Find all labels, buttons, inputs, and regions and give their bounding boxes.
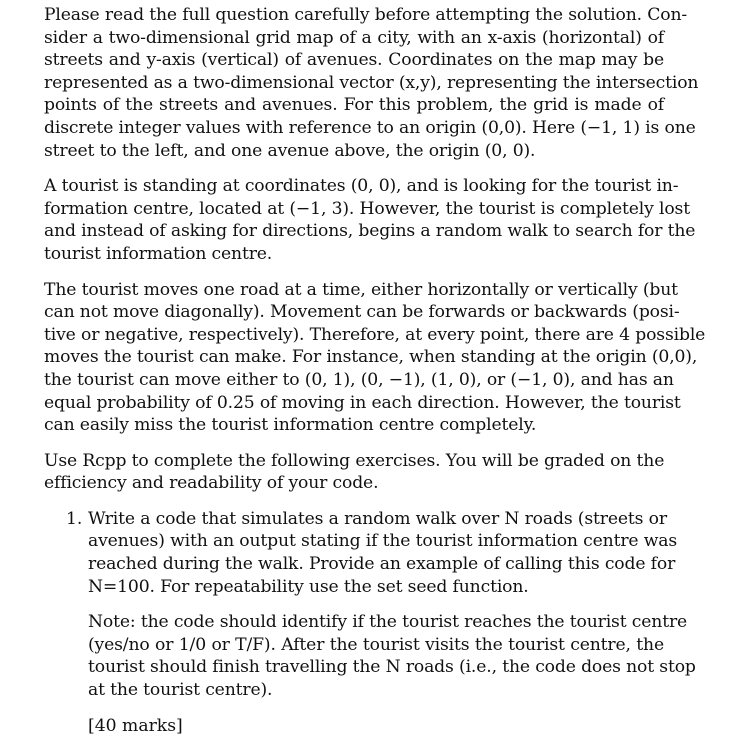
text-line: represented as a two-dimensional vector (x,y), representing the intersection: [44, 72, 699, 93]
text-line: can not move diagonally). Movement can be forwards or backwards (posi-: [44, 302, 680, 323]
text-line: tourist information centre.: [44, 243, 273, 264]
text-line: Write a code that simulates a random walk over N roads (streets or: [88, 508, 667, 529]
text-line: Note: the code should identify if the tourist reaches the tourist centre: [88, 612, 688, 633]
text-line: reached during the walk. Provide an example of calling this code for: [88, 554, 676, 575]
text-line: sider a two-dimensional grid map of a city, with an x-axis (horizontal) of: [44, 27, 664, 48]
text-line: (yes/no or 1/0 or T/F). After the tourist visits the tourist centre, the: [88, 634, 664, 655]
text-line: tourist should finish travelling the N roads (i.e., the code does not stop: [88, 657, 696, 678]
text-line: the tourist can move either to (0, 1), (0, −1), (1, 0), or (−1, 0), and has an: [44, 369, 674, 390]
instructions-paragraph: [44, 450, 664, 495]
text-line: efficiency and readability of your code.: [44, 473, 379, 494]
text-line: tive or negative, respectively). Therefore, at every point, there are 4 possible: [44, 324, 706, 345]
text-line: A tourist is standing at coordinates (0, 0), and is looking for the tourist in-: [44, 176, 679, 197]
list-item-number: 1.: [66, 508, 83, 529]
text-line: moves the tourist can make. For instance, when standing at the origin (0,0),: [44, 347, 698, 368]
list-item: [44, 508, 696, 737]
document-page: [44, 4, 706, 737]
text-line: at the tourist centre).: [88, 680, 273, 701]
text-line: discrete integer values with reference to an origin (0,0). Here (−1, 1) is one: [44, 117, 696, 138]
text-line: streets and y-axis (vertical) of avenues. Coordinates on the map may be: [44, 50, 664, 71]
exercise-list: [44, 508, 696, 737]
tourist-paragraph: [44, 175, 696, 265]
note-paragraph: [88, 611, 696, 701]
text-line: and instead of asking for directions, begins a random walk to search for the: [44, 221, 696, 242]
text-line: The tourist moves one road at a time, either horizontally or vertically (but: [44, 279, 678, 300]
text-line: equal probability of 0.25 of moving in each direction. However, the tourist: [44, 392, 681, 413]
intro-paragraph: [44, 4, 699, 162]
movement-paragraph: [44, 279, 706, 437]
text-line: avenues) with an output stating if the tourist information centre was: [88, 531, 678, 552]
text-line: can easily miss the tourist information centre completely.: [44, 415, 537, 436]
text-line: street to the left, and one avenue above, the origin (0, 0).: [44, 140, 536, 161]
text-line: formation centre, located at (−1, 3). However, the tourist is completely lost: [44, 198, 690, 219]
marks-label: [40 marks]: [88, 715, 183, 736]
text-line: Please read the full question carefully before attempting the solution. Con-: [44, 5, 688, 25]
exercise-paragraph: [88, 508, 678, 598]
text-line: Use Rcpp to complete the following exercises. You will be graded on the: [44, 450, 665, 471]
text-line: N=100. For repeatability use the set seed function.: [88, 576, 529, 597]
text-line: points of the streets and avenues. For this problem, the grid is made of: [44, 95, 664, 116]
